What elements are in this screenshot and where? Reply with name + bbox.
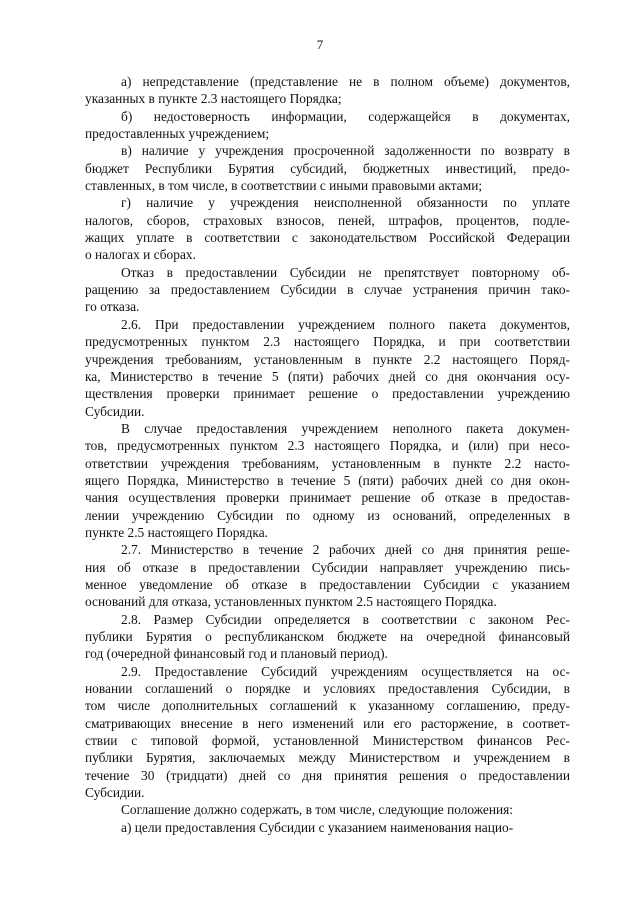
paragraph xyxy=(85,611,570,663)
text-line: о налогах и сборах. xyxy=(85,247,196,263)
text-line: г) наличие у учреждения неисполненной обязанности по уплате xyxy=(121,195,570,211)
paragraph xyxy=(85,73,570,108)
text-line: тов, предусмотренных пунктом 2.3 настоящего Порядка, и (или) при несо- xyxy=(85,438,570,454)
text-line: В случае предоставления учреждением неполного пакета докумен- xyxy=(121,420,570,436)
text-line: бюджет Республики Бурятия субсидий, бюджетных инвестиций, предо- xyxy=(85,160,570,176)
text-line: ствии с типовой формой, установленной Министерством финансов Рес- xyxy=(85,733,570,749)
text-line: 2.8. Размер Субсидии определяется в соответствии с законом Рес- xyxy=(121,611,570,627)
text-line: публики Бурятия, заключаемых между Министерством и учреждением в xyxy=(85,750,570,766)
text-line: год (очередной финансовый год и плановый период). xyxy=(85,646,388,662)
text-line: ка, Министерство в течение 5 (пяти) рабочих дней со дня окончания осу- xyxy=(85,368,570,384)
text-line: указанных в пункте 2.3 настоящего Порядка; xyxy=(85,91,342,107)
text-line: новании соглашений о порядке и условиях предоставления Субсидии, в xyxy=(85,681,570,697)
text-line: Субсидии. xyxy=(85,403,145,419)
text-line: Отказ в предоставлении Субсидии не препятствует повторному об- xyxy=(121,264,570,280)
text-line: менное уведомление об отказе в предоставлении Субсидии с указанием xyxy=(85,576,570,592)
text-line: ящего Порядка, Министерство в течение 5 (пяти) рабочих дней со дня окон- xyxy=(85,472,570,488)
text-line: предусмотренных пунктом 2.3 настоящего Порядка, и при соответствии xyxy=(85,334,570,350)
paragraph xyxy=(85,663,570,802)
paragraph xyxy=(85,541,570,610)
paragraph xyxy=(85,142,570,194)
text-line: ответствии учреждения требованиям, установленным в пункте 2.2 насто- xyxy=(85,455,570,471)
text-line: лении учреждению Субсидии по одному из оснований, определенных в xyxy=(85,507,570,523)
text-line: пункте 2.5 настоящего Порядка. xyxy=(85,524,268,540)
text-line: ществления проверки принимает решение о предоставлении учреждению xyxy=(85,386,570,402)
text-line: течение 30 (тридцати) дней со дня принятия решения о предоставлении xyxy=(85,767,570,783)
paragraph xyxy=(85,264,570,316)
paragraph xyxy=(85,819,570,836)
text-line: публики Бурятия о республиканском бюджете на очередной финансовый xyxy=(85,629,570,644)
document-body xyxy=(85,73,570,836)
text-line: сматривающих внесение в него изменений или его расторжение, в соответ- xyxy=(85,715,570,731)
paragraph xyxy=(85,801,570,818)
paragraph xyxy=(85,316,570,420)
text-line: 2.7. Министерство в течение 2 рабочих дней со дня принятия реше- xyxy=(121,542,570,558)
text-line: го отказа. xyxy=(85,299,140,315)
text-line: том числе дополнительных соглашений к указанному соглашению, преду- xyxy=(85,698,570,714)
text-line: предоставленных учреждением; xyxy=(85,126,270,142)
text-line: ращению за предоставлением Субсидии в случае устранения причин тако- xyxy=(85,282,570,298)
paragraph xyxy=(85,194,570,263)
text-line: 2.9. Предоставление Субсидий учреждениям осуществляется на ос- xyxy=(121,663,570,679)
text-line: Соглашение должно содержать, в том числе, следующие положения: xyxy=(121,802,514,818)
page-number: 7 xyxy=(316,37,324,52)
text-line: ставленных, в том числе, в соответствии с иными правовыми актами; xyxy=(85,178,483,194)
paragraph xyxy=(85,108,570,143)
text-line: 2.6. При предоставлении учреждением полного пакета документов, xyxy=(121,316,570,332)
text-line: в) наличие у учреждения просроченной задолженности по возврату в xyxy=(121,143,570,159)
text-line: а) цели предоставления Субсидии с указанием наименования нацио- xyxy=(121,819,514,835)
text-line: налогов, сборов, страховых взносов, пеней, штрафов, процентов, подле- xyxy=(85,212,570,228)
text-line: чания осуществления проверки принимает решение об отказе в предостав- xyxy=(85,490,570,506)
text-line: жащих уплате в соответствии с законодательством Российской Федерации xyxy=(85,230,570,246)
text-line: ния об отказе в предоставлении Субсидии направляет учреждению пись- xyxy=(85,559,570,575)
text-line: а) непредставление (представление не в полном объеме) документов, xyxy=(121,74,570,89)
text-line: Субсидии. xyxy=(85,785,145,801)
text-line: оснований для отказа, установленных пунктом 2.5 настоящего Порядка. xyxy=(85,594,497,610)
paragraph xyxy=(85,420,570,541)
text-line: учреждения требованиям, установленным в пункте 2.2 настоящего Поряд- xyxy=(85,351,570,367)
text-line: б) недостоверность информации, содержащейся в документах, xyxy=(121,108,570,124)
